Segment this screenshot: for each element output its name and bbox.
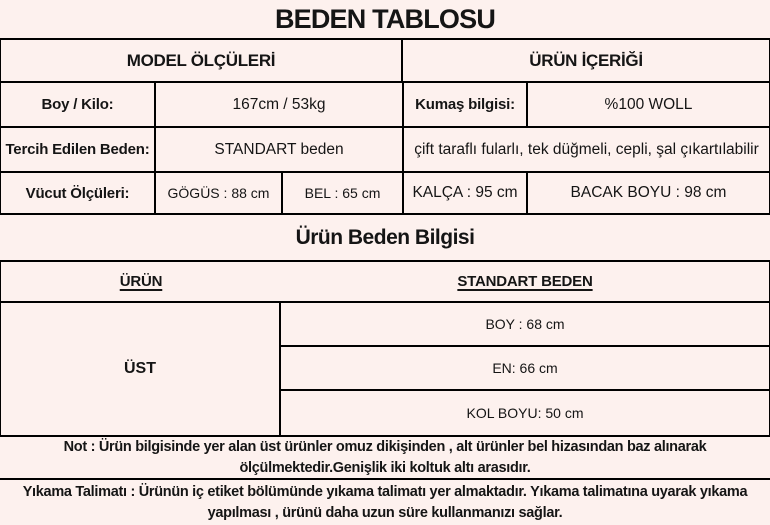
kol-boyu-measure-cell: KOL BOYU: 50 cm [466, 405, 584, 421]
urun-icerigi-header: ÜRÜN İÇERİĞİ [529, 50, 643, 70]
washing-instructions-note: Yıkama Talimatı : Ürünün iç etiket bölümünde yıkama talimatı yer almaktadır. Yıkama talimatına uyarak yıkama yapılması , ürünü daha uzun süre kullanmanızı sağlar. [22, 484, 748, 521]
product-name-cell: ÜST [1, 303, 281, 435]
standart-beden-column-header: STANDART BEDEN [457, 273, 593, 290]
boy-measure-cell: BOY : 68 cm [281, 303, 769, 347]
bel-value: BEL : 65 cm [283, 173, 404, 213]
model-measurements-table [0, 40, 770, 215]
boy-kilo-label: Boy / Kilo: [1, 83, 156, 126]
en-measure-cell: EN: 66 cm [281, 347, 769, 391]
product-size-header-row [1, 262, 769, 303]
table-header-row [1, 40, 769, 83]
measurement-note: Not : Ürün bilgisinde yer alan üst ürünler omuz dikişinden , alt ürünler bel hizasından baz alınarak ölçülmektedir.Genişlik iki koltuk altı arasıdır. [0, 437, 770, 480]
kumas-bilgisi-value: %100 WOLL [604, 95, 693, 113]
product-size-body [1, 303, 769, 437]
tercih-edilen-beden-label: Tercih Edilen Beden: [1, 128, 156, 171]
kalca-value: KALÇA : 95 cm [404, 173, 528, 213]
table-row-boy-kilo [1, 83, 769, 128]
vucut-olculeri-label: Vücut Ölçüleri: [1, 173, 156, 213]
table-row-tercih-beden [1, 128, 769, 173]
tercih-edilen-beden-value: STANDART beden [156, 128, 404, 171]
model-olculeri-header: MODEL ÖLÇÜLERİ [1, 40, 403, 81]
product-size-table [0, 262, 770, 437]
urun-beden-bilgisi-heading: Ürün Beden Bilgisi [0, 215, 770, 262]
urun-column-header: ÜRÜN [119, 273, 163, 290]
urun-icerigi-detail: çift taraflı fularlı, tek düğmeli, cepli, şal çıkartılabilir [414, 140, 759, 158]
gogus-value: GÖGÜS : 88 cm [156, 173, 283, 213]
kumas-bilgisi-label: Kumaş bilgisi: [404, 83, 528, 126]
page-title: BEDEN TABLOSU [0, 0, 770, 40]
bacak-boyu-value: BACAK BOYU : 98 cm [570, 184, 727, 201]
table-row-vucut-olculeri [1, 173, 769, 215]
boy-kilo-value: 167cm / 53kg [156, 83, 404, 126]
